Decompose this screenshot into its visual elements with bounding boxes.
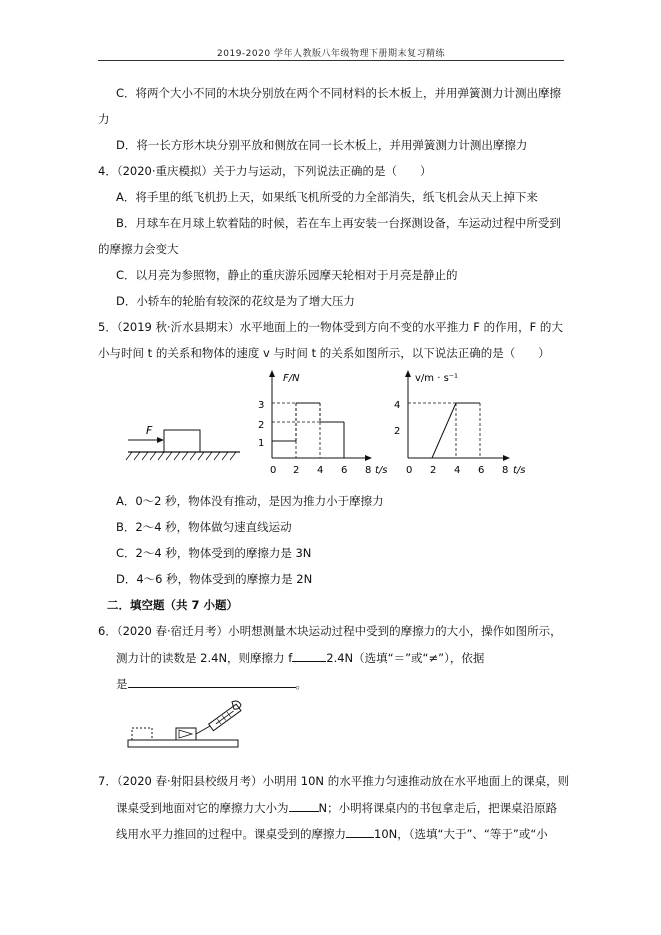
block-dashed <box>132 728 152 740</box>
q7-line3-text-b: 10N，（选填“大于”、“等于”或“小 <box>374 827 548 841</box>
q6-line1: 6．（2020 春·宿迁月考）小明想测量木块运动过程中受到的摩擦力的大小，操作如图所示， <box>98 624 562 638</box>
force-arrowhead <box>157 437 164 443</box>
q6-blank-1[interactable] <box>292 650 326 662</box>
q7-line3-text-a: 线用水平力推回的过程中。课桌受到的摩擦力 <box>116 827 346 841</box>
q5-graph-force <box>258 370 388 476</box>
block-arrow-mark <box>179 730 192 738</box>
graph1-ytick-2: 2 <box>258 420 265 431</box>
q5-figure <box>120 368 540 480</box>
q4-stem: 4．（2020·重庆模拟）关于力与运动，下列说法正确的是（ ） <box>98 164 432 178</box>
q6-line3-text-a: 是 <box>116 677 128 691</box>
graph1-xtick-8: 8 <box>365 465 372 476</box>
graph2-xlabel: t/s <box>513 465 526 476</box>
q3-option-c-line2: 力 <box>98 112 110 126</box>
graph1-xtick-0: 0 <box>270 465 277 476</box>
graph2-ytick-2: 2 <box>394 426 401 437</box>
graph1-ytick-1: 1 <box>258 438 265 449</box>
q4-option-b-line1: B．月球车在月球上软着陆的时候，若在车上再安装一台探测设备，车运动过程中所受到 <box>116 216 561 230</box>
graph2-xtick-4: 4 <box>454 465 461 476</box>
graph1-force-curve <box>272 403 344 458</box>
q5-block-diagram <box>126 424 240 460</box>
q7-blank-1[interactable] <box>289 800 319 812</box>
graph2-ytick-4: 4 <box>394 400 401 411</box>
graph1-xtick-2: 2 <box>293 465 300 476</box>
q3-option-d: D．将一长方形木块分别平放和侧放在同一长木板上，并用弹簧测力计测出摩擦力 <box>116 138 528 152</box>
board <box>128 740 238 747</box>
graph2-xtick-0: 0 <box>406 465 413 476</box>
graph2-xtick-6: 6 <box>478 465 485 476</box>
q6-figure <box>126 698 242 758</box>
header-title: 2019-2020 学年人教版八年级物理下册期末复习精练 <box>217 49 445 59</box>
q7-line2 <box>116 800 557 815</box>
q4-option-a: A．将手里的纸飞机扔上天，如果纸飞机所受的力全部消失，纸飞机会从天上掉下来 <box>116 190 538 204</box>
q6-blank-2[interactable] <box>128 676 296 688</box>
q6-line3 <box>116 676 307 691</box>
q5-stem-line1: 5．（2019 秋·沂水县期末）水平地面上的一物体受到方向不变的水平推力 F 的作用，F 的大 <box>98 320 563 334</box>
graph2-y-arrowhead <box>405 370 411 377</box>
graph2-xtick-2: 2 <box>430 465 437 476</box>
header-rule <box>98 60 564 61</box>
graph2-x-arrowhead <box>503 455 510 461</box>
q7-blank-2[interactable] <box>346 826 374 838</box>
q6-line3-text-b: 。 <box>295 677 307 691</box>
string <box>196 726 210 734</box>
force-label: F <box>146 424 153 437</box>
q5-graph-velocity <box>394 370 526 476</box>
graph1-ytick-3: 3 <box>258 400 265 411</box>
graph1-xtick-6: 6 <box>341 465 348 476</box>
q7-line2-text-a: 课桌受到地面对它的摩擦力大小为 <box>116 801 289 815</box>
graph1-ylabel: F/N <box>283 373 300 384</box>
q7-line3 <box>116 826 548 841</box>
q5-stem-line2: 小与时间 t 的关系和物体的速度 v 与时间 t 的关系如图所示，以下说法正确的是（ ） <box>98 346 550 360</box>
block <box>164 430 200 452</box>
ground-hatch <box>126 452 236 460</box>
graph1-y-arrowhead <box>269 370 275 377</box>
graph1-xlabel: t/s <box>375 465 388 476</box>
graph1-x-arrowhead <box>365 455 372 461</box>
q6-line2-text-b: 2.4N（选填“＝”或“≠”），依据 <box>326 651 485 665</box>
spring-scale <box>209 704 241 730</box>
section-fill-in-title: 二．填空题（共 7 小题） <box>107 598 239 612</box>
q3-option-c-line1: C．将两个大小不同的木块分别放在两个不同材料的长木板上，并用弹簧测力计测出摩擦 <box>116 86 562 100</box>
q4-option-b-line2: 的摩擦力会变大 <box>98 242 179 256</box>
q4-option-c: C．以月亮为参照物，静止的重庆游乐园摩天轮相对于月亮是静止的 <box>116 268 458 282</box>
q7-line1: 7．（2020 春·射阳县校级月考）小明用 10N 的水平推力匀速推动放在水平地面上的课桌，则 <box>98 774 570 788</box>
q5-option-c: C．2～4 秒，物体受到的摩擦力是 3N <box>116 546 312 560</box>
q5-option-d: D．4～6 秒，物体受到的摩擦力是 2N <box>116 572 313 586</box>
q4-option-d: D．小轿车的轮胎有较深的花纹是为了增大压力 <box>116 294 355 308</box>
graph2-ylabel: v/m · s⁻¹ <box>415 373 459 384</box>
q6-line2-text-a: 测力计的读数是 2.4N，则摩擦力 f <box>116 651 293 665</box>
q6-line2 <box>116 650 484 665</box>
q5-option-a: A．0～2 秒，物体没有推动，是因为推力小于摩擦力 <box>116 494 384 508</box>
q7-line2-text-b: N；小明将课桌内的书包拿走后，把课桌沿原路 <box>318 801 558 815</box>
graph2-xtick-8: 8 <box>502 465 509 476</box>
q5-option-b: B．2～4 秒，物体做匀速直线运动 <box>116 520 292 534</box>
graph1-xtick-4: 4 <box>317 465 324 476</box>
